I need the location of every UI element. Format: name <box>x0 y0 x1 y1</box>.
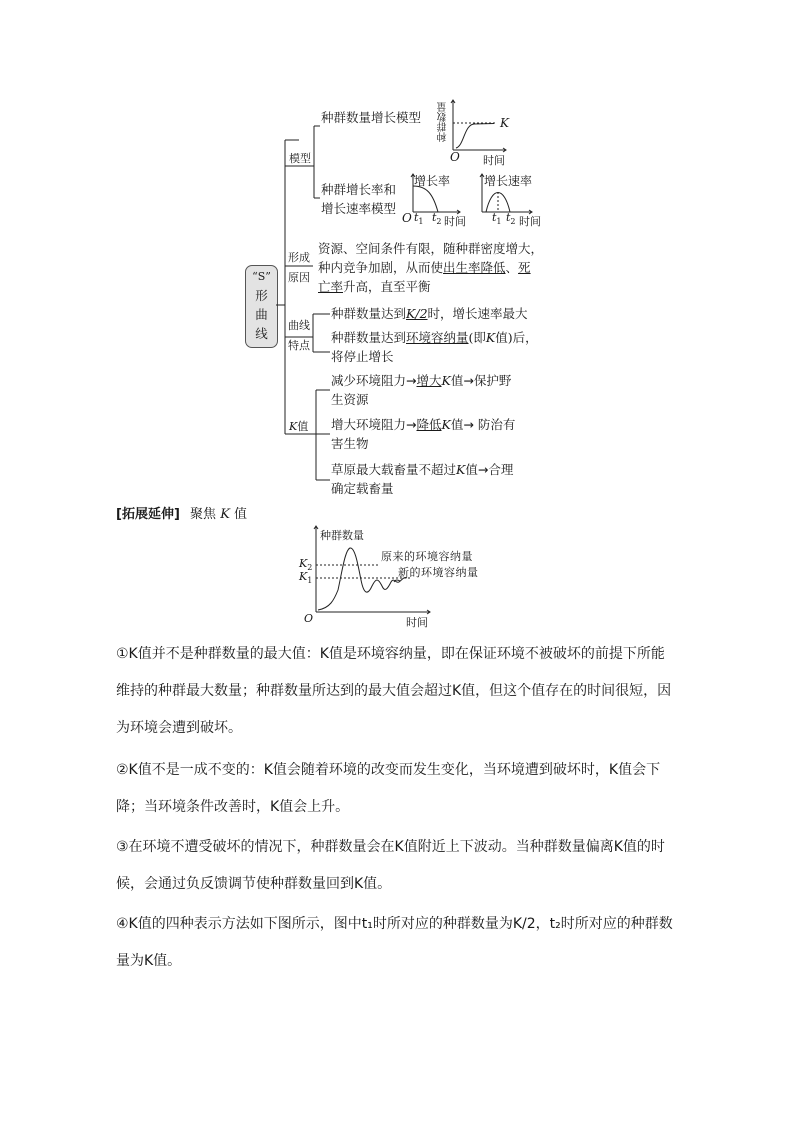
cause-line3a: 亡率 <box>318 279 344 294</box>
branch-label-feature-2: 特点 <box>288 339 310 352</box>
k-item3-line2: 确定载畜量 <box>331 481 394 496</box>
k-item1e: 保护野 <box>473 373 512 388</box>
extension-title-b: 值 <box>234 507 248 522</box>
k-item1b: 增大 <box>416 373 442 388</box>
kfig-k1-letter: K <box>299 570 308 583</box>
feature-item2d: K <box>485 330 496 345</box>
graph2-t1 <box>414 211 424 226</box>
graph2-t1-sub: 1 <box>418 217 424 227</box>
cause-line2d: 死 <box>518 260 531 275</box>
cause-line2a: 种内竞争加剧，从而使 <box>318 260 444 275</box>
paragraph-4-line-1: ④K值的四种表示方法如下图所示，图中t₁时所对应的种群数量为K/2，t₂时所对应的种群数 <box>116 916 673 932</box>
arrow-icon: → <box>463 417 474 432</box>
graph1-origin: O <box>450 150 460 164</box>
graph3-title: 增长速率 <box>484 174 533 188</box>
cause-line3b: 升高，直至平衡 <box>343 279 431 294</box>
feature-item1a: 种群数量达到 <box>331 306 407 321</box>
feature-item2b: 环境容纳量 <box>406 330 469 345</box>
k-item1c: K <box>441 373 451 388</box>
branch-label-cause-2: 原因 <box>288 271 310 284</box>
graph2-t1-letter: t <box>414 211 419 224</box>
kfig-xlabel: 时间 <box>406 616 428 629</box>
k-item-3 <box>331 460 513 498</box>
kfig-k1-sub: 1 <box>307 576 313 586</box>
k-item1-line1 <box>331 371 511 390</box>
cause-text <box>318 239 543 296</box>
root-label-1: “S” <box>252 270 271 283</box>
k-item2d: 值 <box>450 417 464 432</box>
arrow-icon: → <box>463 373 474 388</box>
model-rate <box>321 180 396 218</box>
feature-item2a: 种群数量达到 <box>331 330 407 345</box>
kfig-k2-sub: 2 <box>307 563 313 573</box>
paragraph-2-line-2: 降；当环境条件改善时，K值会上升。 <box>116 799 350 815</box>
paragraph-1-line-3: 为环境会遭到破坏。 <box>116 720 242 736</box>
model-rate-line2: 增长速率模型 <box>321 201 397 216</box>
branch-label-cause-1: 形成 <box>288 251 310 264</box>
root-label-3: 曲 <box>255 307 268 322</box>
arrow-icon: → <box>477 462 489 477</box>
graph2-title: 增长率 <box>414 174 451 188</box>
branch-label-feature <box>288 316 310 356</box>
feature-item-2 <box>331 328 538 366</box>
k-item1d: 值 <box>450 373 464 388</box>
graph1-ylabel: 种群数量 <box>438 102 449 142</box>
feature-item2-line1 <box>331 328 538 347</box>
k-item3c: 值 <box>465 462 478 477</box>
extension-heading <box>116 503 247 522</box>
k-item2e: 防治有 <box>473 417 516 432</box>
graph3-t2-sub: 2 <box>510 217 516 227</box>
branch-label-k-rest: 值 <box>297 420 309 433</box>
paragraph-1-line-1: ①K值并不是种群数量的最大值：K值是环境容纳量，即在保证环境不被破坏的前提下所能 <box>116 646 665 662</box>
extension-title-a: 聚焦 <box>190 507 217 522</box>
cause-line2b: 出生率降低 <box>443 260 506 275</box>
graph3-t2 <box>506 211 516 226</box>
feature-item2-line2: 将停止增长 <box>331 349 394 364</box>
paragraph-3 <box>116 829 686 903</box>
graph1-xlabel: 时间 <box>483 154 505 167</box>
root-label-2: 形 <box>255 288 268 303</box>
graph3-t2-letter: t <box>506 211 511 224</box>
k-item2a: 增大环境阻力 <box>331 417 407 432</box>
arrow-icon: → <box>406 373 417 388</box>
graph3-t1-sub: 1 <box>496 217 502 227</box>
k-item-2 <box>331 415 515 453</box>
cause-line2 <box>318 258 543 277</box>
extension-tag: [拓展延伸] <box>116 507 180 522</box>
cause-line1: 资源、空间条件有限，随种群密度增大， <box>318 241 544 256</box>
feature-item1c: 时，增长速率最大 <box>427 306 528 321</box>
k-item2-line2: 害生物 <box>331 436 369 451</box>
k-item-1 <box>331 371 511 409</box>
paragraph-2 <box>116 752 686 826</box>
branch-label-k-letter: K <box>289 420 298 433</box>
graph1-k: K <box>500 116 509 130</box>
k-item2b: 降低 <box>416 417 442 432</box>
k-item1a: 减少环境阻力 <box>331 373 407 388</box>
graph3-xlabel: 时间 <box>519 215 541 228</box>
k-item3-line1 <box>331 460 513 479</box>
root-label-4: 线 <box>255 326 268 341</box>
branch-label-model: 模型 <box>289 152 311 165</box>
cause-line3 <box>318 277 543 296</box>
branch-label-cause <box>288 248 310 288</box>
feature-item2e: 值)后， <box>495 330 538 345</box>
model-growth: 种群数量增长模型 <box>321 110 422 125</box>
k-item3b: K <box>456 462 466 477</box>
k-item1-line2: 生资源 <box>331 392 369 407</box>
kfig-label-original: 原来的环境容纳量 <box>381 550 473 563</box>
kfig-origin: O <box>304 612 314 625</box>
kfig-k2-letter: K <box>299 557 308 570</box>
graph2-xlabel: 时间 <box>444 215 466 228</box>
graph2-origin: O <box>402 211 412 225</box>
k-item2c: K <box>441 417 451 432</box>
paragraph-1-line-2: 维持的种群最大数量；种群数量所达到的最大值会超过K值，但这个值存在的时间很短，因 <box>116 683 672 699</box>
extension-title-k: K <box>220 507 230 522</box>
arrow-icon: → <box>406 417 417 432</box>
feature-item-1 <box>331 304 528 323</box>
kfig-k1 <box>299 570 312 585</box>
paragraph-4-line-2: 量为K值。 <box>116 953 182 969</box>
paragraph-3-line-2: 候，会通过负反馈调节使种群数量回到K值。 <box>116 876 392 892</box>
paragraph-4 <box>116 906 686 980</box>
kfig-label-new: 新的环境容纳量 <box>398 566 479 579</box>
kfig-ylabel: 种群数量 <box>320 529 364 542</box>
k-item3a: 草原最大载畜量不超过 <box>331 462 457 477</box>
graph3-t1-letter: t <box>492 211 497 224</box>
cause-line2c: 、 <box>505 260 519 275</box>
graph2-t2-letter: t <box>432 211 437 224</box>
graph2-t2 <box>432 211 442 226</box>
paragraph-3-line-1: ③在环境不遭受破坏的情况下，种群数量会在K值附近上下波动。当种群数量偏离K值的时 <box>116 839 665 855</box>
model-rate-line1: 种群增长率和 <box>321 182 397 197</box>
paragraph-2-line-1: ②K值不是一成不变的：K值会随着环境的改变而发生变化，当环境遭到破坏时，K值会下 <box>116 762 661 778</box>
feature-item2c: (即 <box>468 330 486 345</box>
paragraph-1 <box>116 636 686 747</box>
branch-label-feature-1: 曲线 <box>288 319 310 332</box>
graph3-t1 <box>492 211 502 226</box>
k-item3d: 合理 <box>488 462 514 477</box>
branch-label-k <box>289 418 308 434</box>
feature-item1b: K/2 <box>406 306 428 321</box>
k-item2-line1 <box>331 415 515 434</box>
graph2-t2-sub: 2 <box>436 217 442 227</box>
